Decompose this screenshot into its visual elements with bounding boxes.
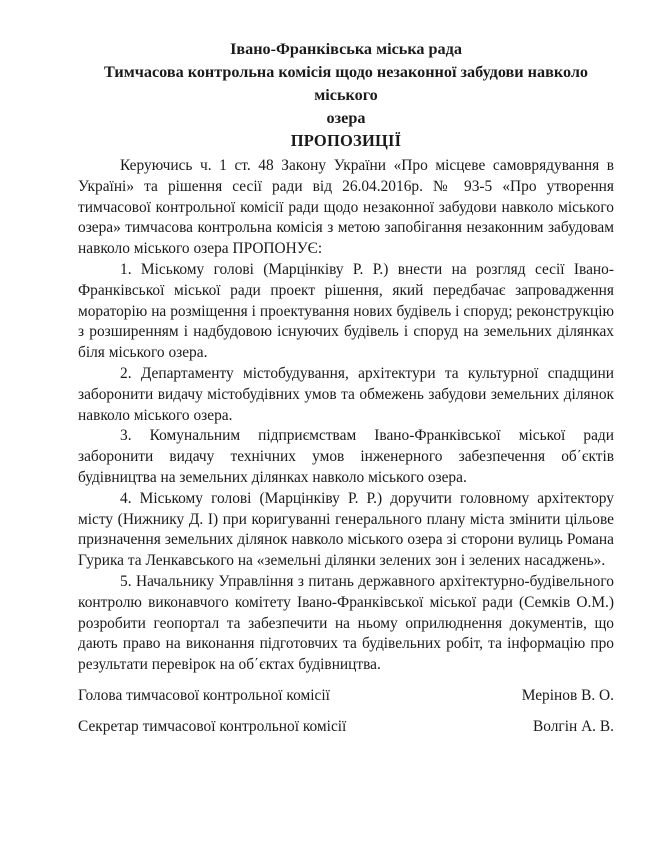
signature-row-secretary (78, 717, 614, 737)
document-page (78, 38, 614, 737)
signature-role: Голова тимчасової контрольної комісії (78, 686, 330, 704)
signature-name: Мерінов В. О. (521, 686, 614, 704)
proposal-item-1: 1. Міському голові (Марцінківу Р. Р.) внести на розгляд сесії Івано-Франківської міської ради проект рішення, який передбачає запровадження мораторію на розміщення і проектування нових будівель і споруд; реконструкцію з розширенням і надбудовою існуючих будівель і споруд на земельних ділянках біля міського озера. (78, 260, 614, 362)
proposal-item-3: 3. Комунальним підприємствам Івано-Франківської міської ради заборонити видачу технічних умов інженерного забезпечення об΄єктів будівництва на земельних ділянках навколо міського озера. (78, 427, 614, 486)
signature-name: Волгін А. В. (532, 717, 614, 735)
proposal-item-2: 2. Департаменту містобудування, архітектури та культурної спадщини заборонити видачу містобудівних умов та обмежень забудови земельних ділянок навколо міського озера. (78, 364, 614, 424)
signature-role: Секретар тимчасової контрольної комісії (78, 717, 347, 735)
proposal-item-5: 5. Начальнику Управління з питань державного архітектурно-будівельного контролю виконавчого комітету Івано-Франківської міської ради (Семків О.М.) розробити геопортал та забезпечити на ньому оприлюднення документів, що дають право на виконання підготовчих та будівельних робіт, та інформацію про результати перевірок на об΄єктах будівництва. (78, 572, 614, 674)
document-title: ПРОПОЗИЦІЇ (290, 131, 402, 150)
signature-row-chair (78, 686, 614, 706)
commission-name-line-1: Тимчасова контрольна комісія щодо незаконної забудови навколо міського (103, 63, 589, 104)
proposal-item-4: 4. Міському голові (Марцінківу Р. Р.) доручити головному архітектору місту (Нижнику Д. І) при коригуванні генерального плану міста змінити цільове призначення земельних ділянок навколо міського озера зі сторони вулиць Романа Гурика та Ленкавського на «земельні ділянки зелених зон і зелених насаджень». (78, 489, 614, 570)
commission-name-line-2: озера (326, 109, 366, 127)
preamble-paragraph: Керуючись ч. 1 ст. 48 Закону України «Про місцеве самоврядування в Україні» та рішення сесії ради від 26.04.2016р. № 93-5 «Про утворення тимчасової контрольної комісії ради щодо незаконної забудови навколо міського озера» тимчасова контрольна комісія з метою запобігання незаконним забудовам навколо міського озера ПРОПОНУЄ: (78, 157, 614, 258)
organization-name: Івано-Франківська міська рада (230, 40, 462, 58)
